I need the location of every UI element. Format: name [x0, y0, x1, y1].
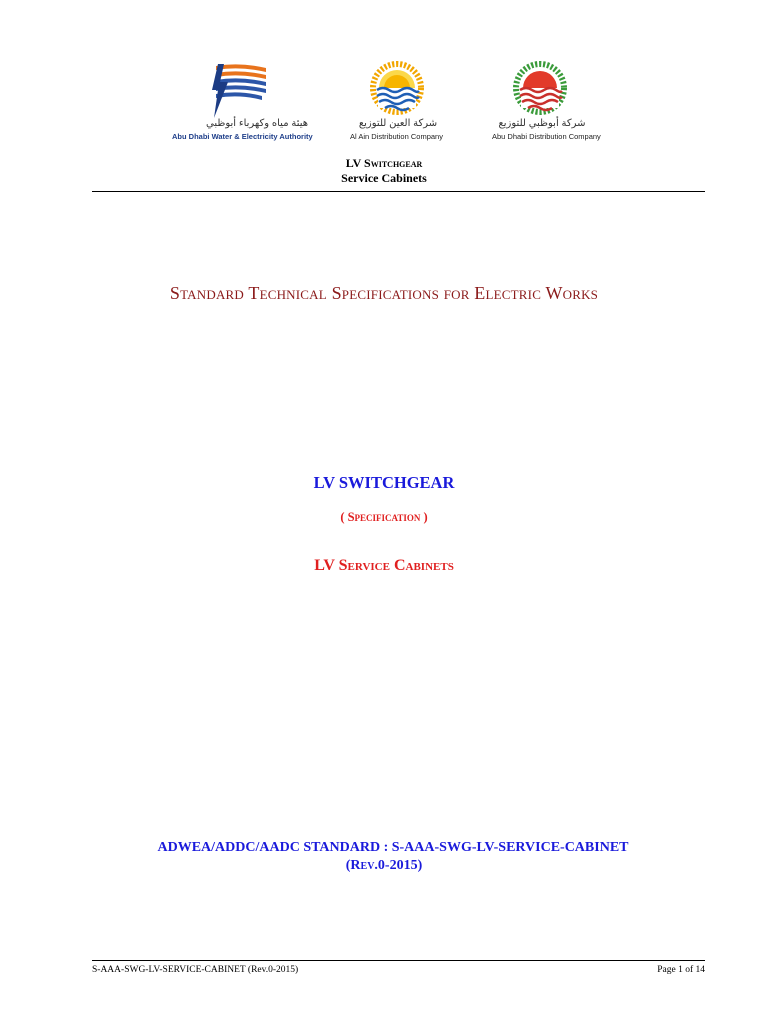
aadc-sun-icon: [346, 60, 456, 118]
addc-logo: [490, 60, 600, 145]
header-title: LV Switchgear: [345, 156, 423, 170]
section-type: ( Specification ): [340, 510, 428, 524]
adwea-english-name: Abu Dhabi Water & Electricity Authority: [172, 132, 313, 141]
logo-strip: [0, 60, 768, 150]
adwea-logo: [170, 60, 313, 145]
footer-page-number: Page 1 of 14: [657, 965, 705, 975]
section-name: LV SWITCHGEAR: [313, 473, 455, 492]
header-line-1: [0, 156, 768, 171]
standard-revision: (Rev.0-2015): [345, 858, 423, 873]
document-title: Standard Technical Specifications for Electric Works: [169, 283, 599, 303]
addc-sun-icon: [490, 60, 600, 118]
section-subject: LV Service Cabinets: [314, 557, 454, 574]
footer-divider: [92, 960, 705, 961]
addc-arabic-name: شركة أبوظبي للتوزيع: [498, 118, 586, 129]
addc-english-name: Abu Dhabi Distribution Company: [492, 132, 601, 141]
header-subtitle: Service Cabinets: [341, 171, 427, 185]
aadc-english-name: Al Ain Distribution Company: [350, 132, 443, 141]
standard-line: ADWEA/ADDC/AADC STANDARD : S-AAA-SWG-LV-SERVICE-CABINET: [157, 840, 629, 855]
header-divider: [92, 191, 705, 192]
aadc-arabic-name: شركة العين للتوزيع: [358, 118, 438, 129]
footer-doc-ref: S-AAA-SWG-LV-SERVICE-CABINET (Rev.0-2015): [92, 965, 299, 975]
adwea-emblem-icon: [170, 60, 310, 120]
adwea-arabic-name: هيئة مياه وكهرباء أبوظبي: [206, 118, 308, 129]
aadc-logo: [346, 60, 456, 145]
